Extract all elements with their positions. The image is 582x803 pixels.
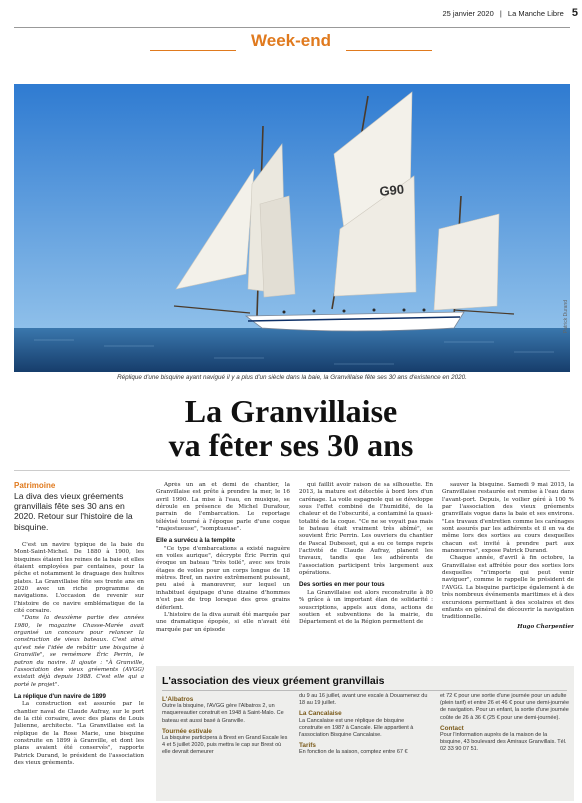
section-rule-left bbox=[150, 50, 236, 51]
info-heading: Tournée estivale bbox=[162, 727, 212, 735]
paragraph: "Dans la deuxième partie des années 1980, le magazine Chasse-Marée avait organisé un concours pour relancer la construction de vieux bateaux. C'est ainsi qu'est née l'idée de rebâtir une bisquine à Granville", se remémore Éric Perrin, le patron du navire. Il ajoute : "À Granville, l'association des vieux gréements (AVGG) existait déjà depuis 1988. C'est elle qui a porté le projet". bbox=[14, 615, 144, 688]
paragraph: C'est un navire typique de la baie du Mont-Saint-Michel. De 1880 à 1900, les bisquines étaient les reines de la baie et elles étaient employées par centaines, pour la pêche et notamment le draguage des huîtres plates. La Granvillaise fête ses trente ans en 2020 avec un riche programme de navigations. L'occasion de revenir sur l'histoire de ce navire emblématique de la cité corsaire. bbox=[14, 542, 144, 615]
article-column-3 bbox=[299, 482, 433, 658]
headline-line-1: La Granvillaise bbox=[184, 393, 398, 429]
article-column-1 bbox=[14, 542, 144, 800]
info-text: Outre la bisquine, l'AVGG gère l'Albatros 2, un maquereautier construit en 1948 à Saint-Malo. Ce bateau est aussi basé à Granville. bbox=[162, 703, 284, 724]
paragraph: Chaque année, d'avril à fin octobre, la Granvillaise est affrétée pour des sorties lors desquelles "n'importe qui peut venir naviguer", comme le rappelle le président de l'AVGG. La bisquine participe également à de très nombreux événements maritimes et à des excursions permettant à des scolaires et des enfants en général de découvrir la navigation traditionnelle. bbox=[442, 555, 574, 621]
info-text: La bisquine participera à Brest en Grand Escale les 4 et 5 juillet 2020, puis mettra le cap sur Brest où elle devrait demeurer bbox=[162, 735, 288, 756]
subheading: Elle a survécu à la tempête bbox=[156, 537, 236, 545]
info-box-rule bbox=[162, 690, 567, 691]
info-text: En fonction de la saison, comptez entre 67 € bbox=[299, 749, 408, 756]
article-column-2 bbox=[156, 482, 290, 658]
page-header bbox=[418, 7, 578, 19]
info-heading: Tarifs bbox=[299, 742, 316, 750]
info-text: du 9 au 16 juillet, avant une escale à Douarnenez du 18 au 19 juillet. bbox=[299, 693, 428, 707]
info-text: La Cancalaise est une réplique de bisquine construite en 1987 à Cancale. Elle appartient à l'association Bisquine Cancalaise. bbox=[299, 717, 414, 739]
info-box-title: L'association des vieux gréement granvillais bbox=[162, 675, 385, 687]
article-column-4 bbox=[442, 482, 574, 658]
header-rule bbox=[14, 27, 570, 28]
paragraph: La Granvillaise est alors reconstruite à 80 % grâce à un important élan de solidarité : souscriptions, appels aux dons, actions de soutien et subventions de la mairie, du Département et de la Région permettent de bbox=[299, 589, 433, 626]
header-date: 25 janvier 2020 bbox=[442, 9, 494, 18]
info-heading: L'Albatros bbox=[162, 696, 194, 703]
info-box-column-2 bbox=[299, 693, 429, 798]
info-heading: Contact bbox=[440, 724, 464, 732]
photo-credit: Patrick Durand bbox=[563, 300, 569, 334]
info-text: et 72 € pour une sortie d'une journée pour un adulte (plein tarif) et entre 26 et 46 € pour une demi-journée de navigation. Pour un enfant, la sortie d'une journée coûte de 26 à 36 € (25 € pour une demi-journée). bbox=[440, 693, 570, 721]
author-signature: Hugo Charpentier bbox=[517, 623, 574, 630]
headline bbox=[0, 394, 582, 462]
subheading: La réplique d'un navire de 1899 bbox=[14, 692, 106, 700]
info-text: Pour l'information auprès de la maison de la bisquine, 43 boulevard des Amiraux Granvillais. Tél. 02 33 90 07 51. bbox=[440, 732, 567, 753]
section-rule-right bbox=[346, 50, 432, 51]
chapo: La diva des vieux gréements granvillais fête ses 30 ans en 2020. Retour sur l'histoire de la bisquine. bbox=[14, 491, 133, 532]
paragraph: sauver la bisquine. Samedi 9 mai 2015, la Granvillaise restaurée est remise à l'eau dans l'avant-port. Depuis, le voilier géré à 100 % par l'association des vieux gréements granvillais vogue dans la baie et ses environs. "Les travaux d'entretien comme les carénages sont assurés par les adhérents et il en va de même lors des sorties au cours desquelles chacun est invité à prendre part aux manœuvres", expose Patrick Durand. bbox=[442, 482, 574, 555]
photo-caption: Réplique d'une bisquine ayant navigué il y a plus d'un siècle dans la baie, la Granvillaise fête ses 30 ans d'existence en 2020. bbox=[117, 374, 467, 381]
subheading: Des sorties en mer pour tous bbox=[299, 581, 385, 589]
paragraph: "Ce type d'embarcations a existé naguère en voiles aurique", décrypte Éric Perrin qui évoque un bateau "très toilé", avec ses trois étages de voiles pour un corps longue de 18 mètres. Bref, un navire extrêmement puissant, peu aisé à manœuvrer, sur lequel un inhabituel équipage d'une dizaine d'hommes n'est pas de trop lorsque des gros grains déferlent. bbox=[156, 545, 290, 611]
page-number: 5 bbox=[571, 7, 578, 19]
article-photo bbox=[14, 84, 570, 372]
info-heading: La Cancalaise bbox=[299, 710, 342, 718]
section-title: Week-end bbox=[251, 31, 331, 50]
headline-rule bbox=[14, 470, 570, 471]
paragraph: La construction est assurée par le chantier naval de Claude Aufray, sur le port de la cité corsaire, avec des plans de Louis Julienne, architecte. "La Granvillaise est la réplique de la Rose Marie, une bisquine construite en 1899 à Granville, et dont les plans avaient été conservés", rapporte Patrick Durand, le président de l'association des vieux gréements. bbox=[14, 701, 144, 766]
paragraph: Après un an et demi de chantier, la Granvillaise est prête à prendre la mer, le 16 avril 1990. La mise à l'eau, en musique, se déroule en présence de Michel Durafour, parrain de l'embarcation. Le reportage télévisé tourné à l'époque parle d'une coque "majestueuse", "somptueuse". bbox=[156, 482, 290, 533]
headline-line-2: va fêter ses 30 ans bbox=[168, 427, 414, 463]
info-box-column-1 bbox=[162, 693, 290, 798]
paragraph: L'histoire de la diva aurait été marquée par une dramatique épopée, si elle n'avait été marquée par un épisode bbox=[156, 611, 290, 633]
sail-number: G90 bbox=[378, 181, 405, 199]
header-separator: | bbox=[499, 9, 502, 18]
header-paper: La Manche Libre bbox=[507, 9, 564, 18]
sea bbox=[14, 328, 570, 372]
paragraph: qui faillit avoir raison de sa silhouette. En 2013, la mature est détectée à bord lors d'un carénage. La voile espagnole qui se développe sous l'effet combiné de l'humidité, de la chaleur et de l'obscurité, a contaminé la quasi-totalité de la coque. "Ce ne se voyait pas mais le bateau était vraiment très abîmé", se souvient Éric Perrin. Les ouvriers du chantier de Pascal Dubesset, qui a eu ce temps repris l'activité de Claude Aufray, planent les travaux, tandis que les adhérents de l'association participent très largement aux opérations. bbox=[299, 482, 433, 577]
kicker: Patrimoine bbox=[14, 481, 56, 490]
info-box-column-3 bbox=[440, 693, 570, 798]
